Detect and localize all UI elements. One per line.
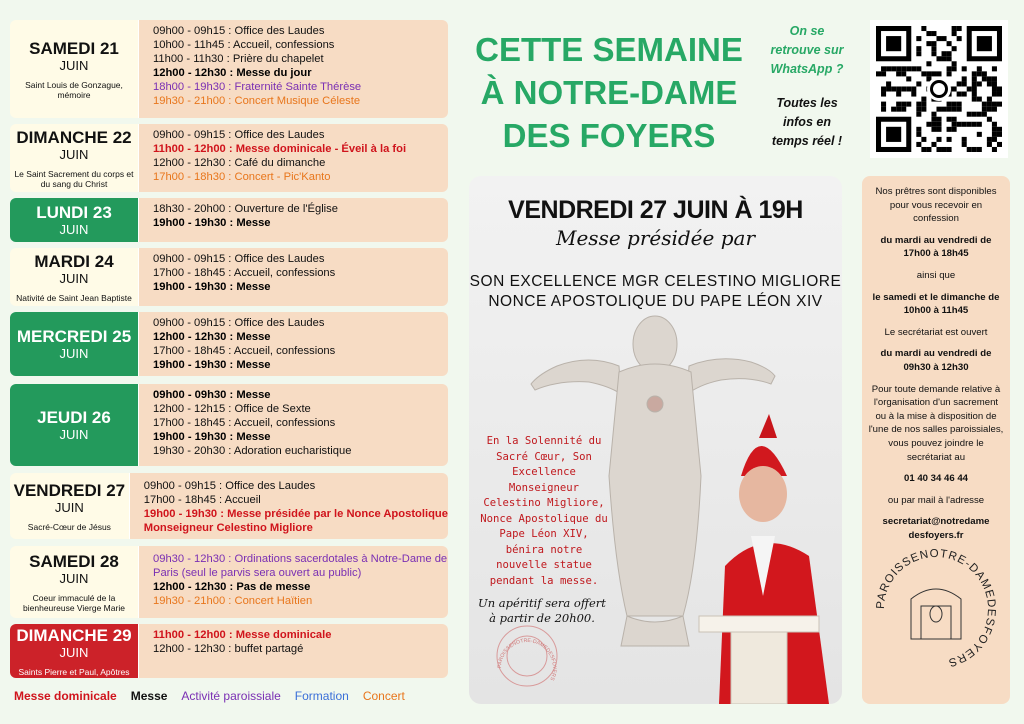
- svg-text:PAROISSENOTRE-DAMEDESFOYERS: [875, 548, 997, 669]
- day-name: SAMEDI 21: [29, 38, 119, 58]
- secretariat-hours: du mardi au vendredi de 09h30 à 12h30: [880, 348, 992, 373]
- secretariat-request: Pour toute demande relative à l'organisation d'un sacrement ou à la mise à disposition de l'une de nos salles paroissiales, vous pouvez joindre le secrétariat au: [868, 383, 1004, 463]
- confession-weekend: le samedi et le dimanche de 10h00 à 11h45: [872, 291, 1000, 317]
- event-line: 19h00 - 19h30 : Messe: [153, 281, 271, 293]
- event-line: 09h30 - 12h30 : Ordinations sacerdotales à Notre-Dame de: [153, 553, 448, 565]
- day-month: JUIN: [59, 345, 89, 361]
- day-row: [10, 312, 448, 376]
- qr-code-icon: [876, 26, 1002, 152]
- day-row: [10, 124, 448, 192]
- day-label: [10, 624, 138, 678]
- whatsapp-qr-code[interactable]: [870, 20, 1008, 158]
- event-line: 19h00 - 19h30 : Messe présidée par le Nonce Apostolique: [143, 508, 448, 520]
- day-name: VENDREDI 27: [13, 480, 126, 500]
- title-line-2: À NOTRE-DAME: [480, 74, 738, 111]
- event-line: 09h00 - 09h15 : Office des Laudes: [143, 480, 316, 492]
- title-line-3: DES FOYERS: [502, 117, 716, 154]
- day-row: [10, 20, 448, 118]
- day-month: JUIN: [59, 57, 89, 73]
- day-name: MERCREDI 25: [16, 326, 132, 346]
- event-line: 11h00 - 12h00 : Messe dominicale: [153, 629, 332, 641]
- day-label: [10, 248, 138, 306]
- day-feast: Sacré-Cœur de Jésus: [27, 521, 111, 532]
- secretariat-email[interactable]: [883, 516, 990, 541]
- email-part-1: secretariat@notredame: [882, 516, 990, 528]
- day-events: [138, 624, 448, 678]
- day-feast: Saint Louis de Gonzague, mémoire: [25, 79, 123, 100]
- day-month: JUIN: [54, 499, 84, 515]
- day-row: [10, 546, 448, 618]
- parish-logo-icon: [871, 544, 1001, 674]
- whatsapp-line-3: WhatsApp ?: [770, 62, 844, 76]
- event-line: 19h00 - 19h30 : Messe: [153, 431, 271, 443]
- event-line: 12h00 - 12h30 : buffet partagé: [153, 643, 304, 655]
- email-part-2: desfoyers.fr: [908, 529, 964, 541]
- legend-formation: Formation: [294, 689, 349, 703]
- event-line: 18h30 - 20h00 : Ouverture de l'Église: [153, 203, 338, 215]
- whatsapp-line-4: Toutes les: [776, 96, 838, 110]
- event-line: 11h00 - 11h30 : Prière du chapelet: [153, 53, 324, 65]
- day-label: [10, 198, 138, 242]
- day-row: [10, 624, 448, 678]
- day-feast: Le Saint Sacrement du corps et du sang du Christ: [14, 168, 134, 189]
- event-line: 09h00 - 09h15 : Office des Laudes: [153, 25, 325, 37]
- secretariat-open: Le secrétariat est ouvert: [884, 326, 988, 338]
- event-line: 17h00 - 18h45 : Accueil, confessions: [153, 417, 336, 429]
- confession-intro: Nos prêtres sont disponibles pour vous recevoir en confession: [875, 186, 997, 225]
- poster-aperitif: Un apéritif sera offert à partir de 20h00.: [478, 596, 606, 625]
- whatsapp-info: [757, 94, 857, 151]
- legend-messe-dominicale: Messe dominicale: [14, 689, 117, 703]
- event-line: 12h00 - 12h30 : Messe: [153, 331, 271, 343]
- event-poster: [469, 176, 842, 704]
- logo-text: PAROISSENOTRE-DAMEDESFOYERS: [874, 548, 998, 670]
- day-name: DIMANCHE 22: [16, 127, 132, 147]
- legend-concert: Concert: [362, 689, 405, 703]
- day-name: JEUDI 26: [37, 407, 111, 427]
- event-line: 11h00 - 12h00 : Messe dominicale - Éveil à la foi: [153, 143, 407, 155]
- event-line: 12h00 - 12h30 : Café du dimanche: [153, 157, 326, 169]
- event-line: Paris (seul le parvis sera ouvert au public): [153, 567, 362, 579]
- event-line: 19h00 - 19h30 : Messe: [153, 359, 271, 371]
- whatsapp-line-2: retrouve sur: [770, 43, 844, 57]
- event-line: 12h00 - 12h30 : Pas de messe: [153, 581, 311, 593]
- event-line: 09h00 - 09h15 : Office des Laudes: [153, 317, 325, 329]
- day-label: [10, 546, 138, 618]
- nuncio-figure-icon: [699, 414, 829, 704]
- day-month: JUIN: [59, 221, 89, 237]
- event-line: 19h30 - 21h00 : Concert Musique Céleste: [153, 95, 361, 107]
- poster-description: En la Solennité du Sacré Cœur, Son Excellence Monseigneur Celestino Migliore, Nonce Apostolique du Pape Léon XIV, bénira notre nouvelle statue pendant la messe.: [480, 435, 608, 587]
- day-events: [138, 198, 448, 242]
- whatsapp-line-5: infos en: [783, 115, 831, 129]
- day-label: [10, 20, 138, 118]
- event-line: 09h00 - 09h30 : Messe: [153, 389, 271, 401]
- poster-name-line-1: SON EXCELLENCE MGR CELESTINO MIGLIORE: [469, 273, 842, 290]
- event-line: 09h00 - 09h15 : Office des Laudes: [153, 253, 325, 265]
- day-label: [10, 312, 138, 376]
- day-events: [138, 384, 448, 466]
- day-events: [138, 124, 448, 192]
- event-line: 17h00 - 18h45 : Accueil: [143, 494, 261, 506]
- day-row: [10, 198, 448, 242]
- day-feast: Saints Pierre et Paul, Apôtres: [18, 666, 130, 677]
- day-label: [10, 473, 129, 539]
- day-label: [10, 384, 138, 466]
- day-events: [129, 473, 448, 539]
- day-name: LUNDI 23: [36, 202, 112, 222]
- legend-activite: Activité paroissiale: [181, 689, 281, 703]
- poster-name-line-2: NONCE APOSTOLIQUE DU PAPE LÉON XIV: [488, 293, 823, 310]
- day-label: [10, 124, 138, 192]
- event-line: 19h30 - 21h00 : Concert Haïtien: [153, 595, 313, 607]
- event-line: 18h00 - 19h30 : Fraternité Sainte Thérèse: [153, 81, 362, 93]
- day-name: SAMEDI 28: [29, 551, 119, 571]
- day-month: JUIN: [59, 644, 89, 660]
- page-title: [470, 28, 748, 157]
- legend: [14, 689, 419, 703]
- svg-text:PAROISSENOTRE-DAMEDESFOYERS: [497, 638, 557, 682]
- day-row: [10, 248, 448, 306]
- event-line: 09h00 - 09h15 : Office des Laudes: [153, 129, 325, 141]
- day-row: [10, 473, 448, 539]
- event-line: 12h00 - 12h30 : Messe du jour: [153, 67, 312, 79]
- whatsapp-callout: [757, 22, 857, 79]
- event-line: Monseigneur Celestino Migliore: [143, 522, 313, 534]
- day-month: JUIN: [59, 146, 89, 162]
- event-line: 19h00 - 19h30 : Messe: [153, 217, 271, 229]
- day-feast: Nativité de Saint Jean Baptiste: [16, 292, 132, 303]
- day-events: [138, 248, 448, 306]
- email-intro: ou par mail à l'adresse: [887, 494, 985, 506]
- day-name: DIMANCHE 29: [16, 625, 132, 645]
- event-line: 19h30 - 20h30 : Adoration eucharistique: [153, 445, 352, 457]
- day-events: [138, 20, 448, 118]
- day-month: JUIN: [59, 426, 89, 442]
- event-line: 17h00 - 18h30 : Concert - Pic'Kanto: [153, 171, 331, 183]
- day-month: JUIN: [59, 270, 89, 286]
- poster-subheading: Messe présidée par: [555, 226, 755, 250]
- confession-and: ainsi que: [916, 269, 956, 281]
- day-feast: Coeur immaculé de la bienheureuse Vierge Marie: [23, 592, 125, 613]
- whatsapp-line-1: On se: [789, 24, 825, 38]
- title-line-1: CETTE SEMAINE: [475, 31, 743, 68]
- parish-stamp-text: [487, 628, 567, 704]
- legend-messe: Messe: [130, 689, 168, 703]
- event-line: 17h00 - 18h45 : Accueil, confessions: [153, 345, 336, 357]
- day-row: [10, 384, 448, 466]
- stamp-text: PAROISSENOTRE-DAMEDESFOYERS: [496, 637, 558, 682]
- poster-heading: VENDREDI 27 JUIN À 19H: [508, 196, 803, 224]
- day-month: JUIN: [59, 570, 89, 586]
- whatsapp-line-6: temps réel !: [771, 134, 843, 148]
- event-line: 12h00 - 12h15 : Office de Sexte: [153, 403, 311, 415]
- confession-weekdays: du mardi au vendredi de 17h00 à 18h45: [880, 234, 992, 260]
- event-line: 17h00 - 18h45 : Accueil, confessions: [153, 267, 336, 279]
- day-events: [138, 546, 448, 618]
- day-events: [138, 312, 448, 376]
- secretariat-phone[interactable]: 01 40 34 46 44: [903, 473, 969, 485]
- info-sidebar: [862, 176, 1010, 704]
- day-name: MARDI 24: [34, 251, 114, 271]
- event-line: 10h00 - 11h45 : Accueil, confessions: [153, 39, 335, 51]
